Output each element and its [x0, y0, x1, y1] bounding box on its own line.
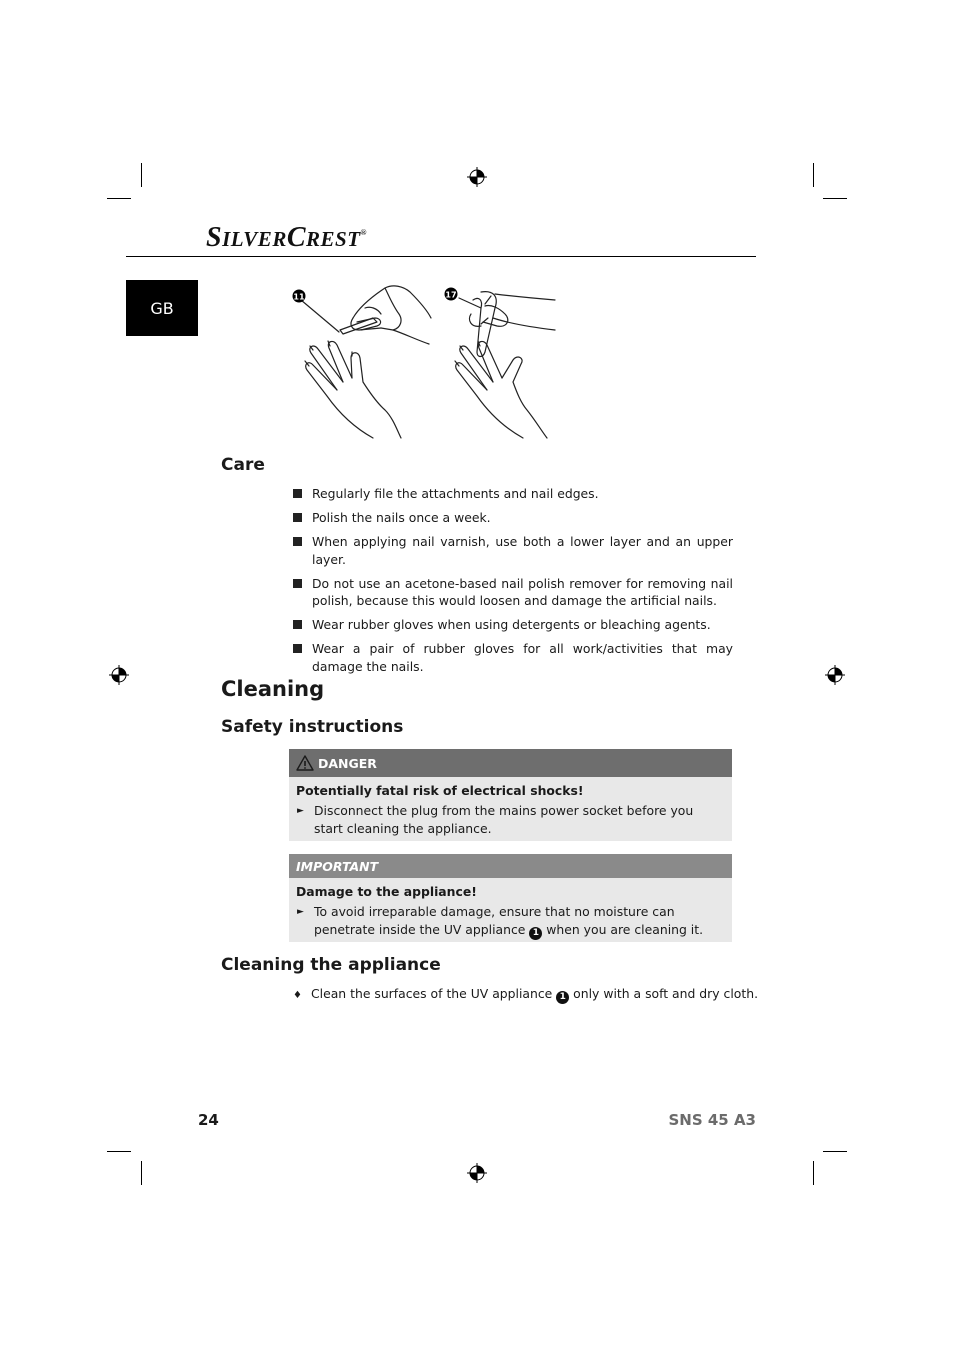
important-bar [289, 854, 732, 878]
square-bullet-icon [293, 579, 302, 588]
reference-number-17: 17 [445, 290, 457, 300]
square-bullet-icon [293, 513, 302, 522]
registration-mark-icon [824, 664, 846, 686]
crop-mark [107, 1151, 131, 1152]
crop-mark [813, 163, 814, 187]
list-item: Wear rubber gloves when using detergents or bleaching agents. [293, 616, 733, 634]
list-item: Wear a pair of rubber gloves for all work/activities that may damage the nails. [293, 640, 733, 675]
crop-mark [823, 198, 847, 199]
crop-mark [823, 1151, 847, 1152]
arrow-bullet-icon: ► [297, 806, 304, 816]
list-item: When applying nail varnish, use both a lower layer and an upper layer. [293, 533, 733, 568]
list-item: Regularly file the attachments and nail edges. [293, 485, 733, 503]
danger-warning-box [289, 749, 732, 841]
header-rule [126, 256, 756, 257]
page-number: 24 [198, 1111, 219, 1129]
brand-logo: SILVERCREST® [206, 222, 368, 253]
safety-instructions-heading: Safety instructions [221, 717, 404, 737]
important-label: IMPORTANT [296, 858, 379, 874]
registration-mark-icon [108, 664, 130, 686]
square-bullet-icon [293, 489, 302, 498]
crop-mark [141, 163, 142, 187]
important-instruction: ► To avoid irreparable damage, ensure that no moisture can penetrate inside the UV appliance 1 when you are cleaning it. [297, 904, 704, 938]
reference-number-icon: 1 [556, 991, 569, 1004]
model-number: SNS 45 A3 [668, 1111, 756, 1129]
important-title: Damage to the appliance! [296, 884, 477, 899]
list-item: Polish the nails once a week. [293, 509, 733, 527]
square-bullet-icon [293, 644, 302, 653]
crop-mark [141, 1161, 142, 1185]
reference-number-icon: 1 [529, 927, 542, 940]
danger-title: Potentially fatal risk of electrical shocks! [296, 783, 584, 798]
cleaning-heading: Cleaning [221, 677, 325, 701]
list-item: Do not use an acetone-based nail polish remover for removing nail polish, because this would loosen and damage the artificial nails. [293, 575, 733, 610]
care-heading: Care [221, 455, 265, 475]
danger-instruction: ► Disconnect the plug from the mains power socket before you start cleaning the appliance. [297, 803, 694, 836]
warning-triangle-icon [296, 755, 314, 771]
crop-mark [107, 198, 131, 199]
danger-bar [289, 749, 732, 777]
nail-care-illustration [285, 278, 565, 446]
reference-number-11: 11 [293, 292, 305, 302]
cleaning-step: ♦ Clean the surfaces of the UV appliance 1 only with a soft and dry cloth. [293, 986, 759, 1002]
square-bullet-icon [293, 620, 302, 629]
danger-label: DANGER [318, 755, 377, 771]
arrow-bullet-icon: ► [297, 907, 304, 917]
important-notice-box [289, 854, 732, 942]
diamond-bullet-icon: ♦ [293, 990, 302, 1001]
square-bullet-icon [293, 537, 302, 546]
language-tab [126, 280, 198, 336]
care-list [293, 485, 733, 682]
registration-mark-icon [466, 1162, 488, 1184]
crop-mark [813, 1161, 814, 1185]
cleaning-appliance-heading: Cleaning the appliance [221, 955, 441, 975]
registration-mark-icon [466, 166, 488, 188]
language-code: GB [150, 298, 174, 318]
